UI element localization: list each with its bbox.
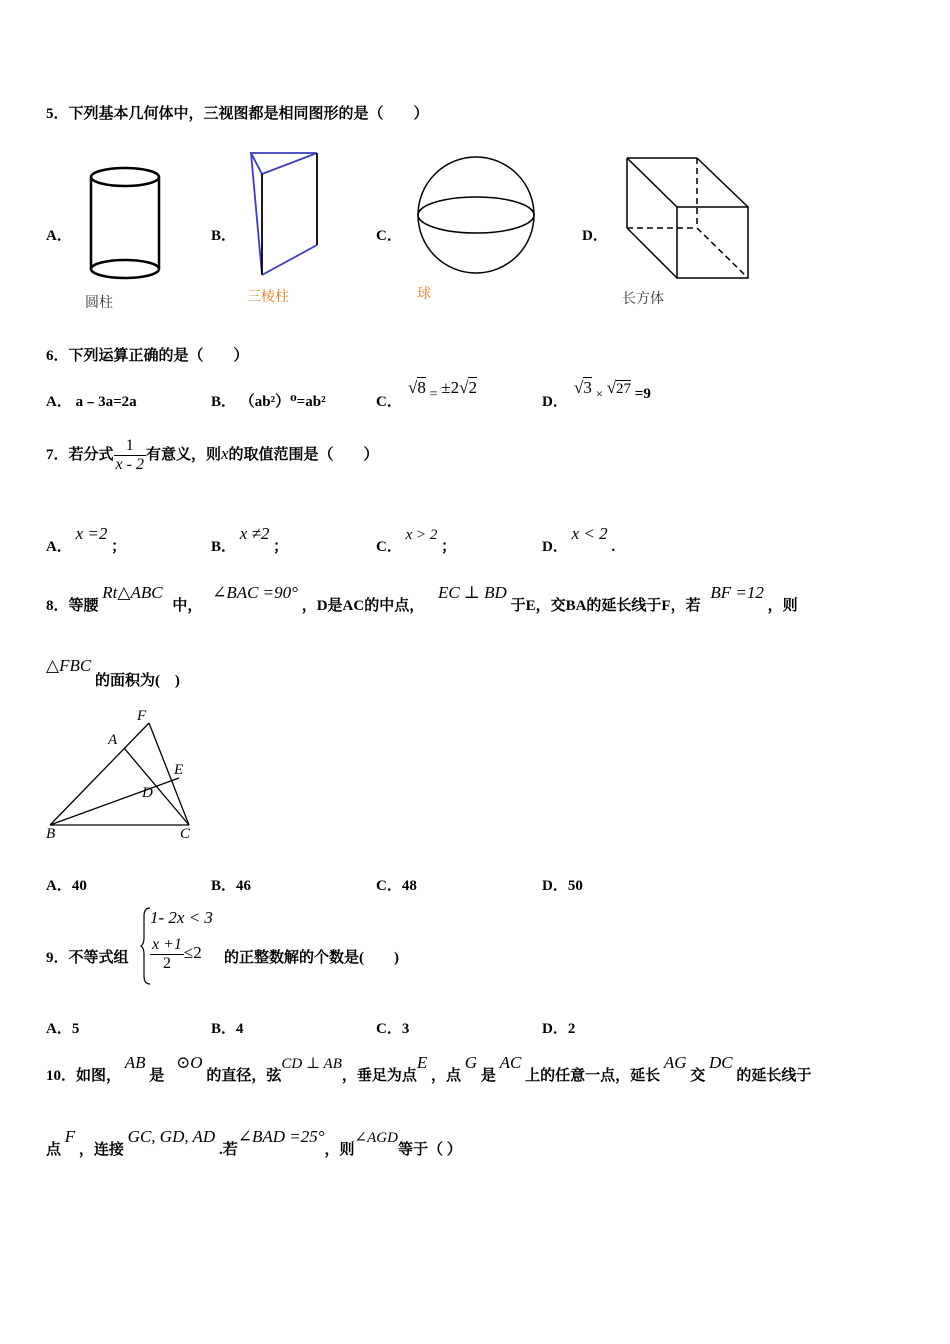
q5-option-c-label: C． (376, 228, 402, 244)
sqrt-icon: √ (574, 378, 584, 397)
q8-p6: 的面积为( ) (94, 673, 180, 689)
q7-c-tail: ； (441, 539, 457, 555)
q5-option-b-label: B． (211, 228, 237, 244)
q7-b-label: B． (211, 539, 237, 555)
q8-p4: 于E，交BA的延长线于F，若 (510, 598, 701, 614)
q7-a-label: A． (46, 539, 72, 555)
q7-a-math: x =2 (75, 524, 108, 543)
q9-option-c (376, 1017, 409, 1038)
q8-c-label: C． (376, 878, 402, 894)
q10-m4: E (416, 1053, 428, 1072)
q10-p5: ，点 (431, 1068, 462, 1084)
q10-p14: 等于（ ） (397, 1142, 462, 1158)
q10-m6: AC (499, 1053, 522, 1072)
q9-b-value: 4 (236, 1021, 244, 1037)
q6-stem: 6．下列运算正确的是（ ） (46, 348, 249, 364)
q8-option-b (211, 874, 251, 895)
q8-option-d (542, 874, 583, 895)
q7-var: x (220, 443, 229, 463)
q8-b-label: B． (211, 878, 237, 894)
q6-c-radicand2: 2 (468, 378, 477, 397)
q8-stem-line2 (46, 656, 180, 690)
sqrt-icon: √ (459, 378, 469, 397)
q8-a-label: A． (46, 878, 72, 894)
q8-m5: △FBC (46, 656, 92, 675)
q8-p1: 8．等腰 (46, 598, 99, 614)
q10-m8: DC (709, 1053, 733, 1072)
q8-c-value: 48 (401, 878, 417, 894)
q8-p2: 中， (172, 598, 203, 614)
q7-a-tail: ； (111, 539, 127, 555)
q8-p3: ，D是AC的中点， (301, 598, 425, 614)
q9-frac-num: x +1 (152, 936, 182, 953)
sphere-caption: 球 (417, 286, 431, 302)
q7-d-label: D． (542, 539, 568, 555)
cuboid-icon (624, 155, 754, 285)
prism-caption: 三棱柱 (247, 289, 289, 305)
q8-option-c (376, 874, 417, 895)
q6-a-label: A． (46, 394, 72, 410)
q9-fraction (150, 936, 184, 973)
q6-c-radicand: 8 (417, 378, 426, 397)
q9-c-value: 3 (401, 1021, 410, 1037)
q7-option-d (542, 524, 616, 556)
q7-c-math: x > 2 (405, 527, 438, 543)
q6-b-label: B． (211, 394, 237, 410)
q8-stem-line1 (46, 583, 798, 615)
q5-stem: 5．下列基本几何体中，三视图都是相同图形的是（ ） (46, 106, 429, 122)
q5-option-a-label: A． (46, 228, 72, 244)
q7-frac-den: x - 2 (115, 456, 144, 473)
q7-num: 7．若分式 (46, 446, 114, 463)
q10-p13: ，则 (324, 1142, 355, 1158)
q10-p8: 交 (690, 1068, 706, 1084)
q7-d-tail: . (611, 539, 616, 555)
q8-m1: Rt△ABC (102, 583, 163, 602)
q9-line2 (150, 936, 202, 973)
q10-p9: 的延长线于 (736, 1068, 812, 1084)
q9-d-value: 2 (567, 1021, 576, 1037)
q10-m2: ⊙O (176, 1053, 203, 1072)
q6-option-a (46, 390, 137, 411)
q9-c-label: C． (376, 1021, 402, 1037)
q7-option-a (46, 524, 127, 556)
q9-option-d (542, 1017, 575, 1038)
q6-c-rhs: ±2 (441, 378, 460, 397)
q6-option-c (376, 390, 402, 411)
q10-m1: AB (124, 1053, 146, 1072)
q9-a-value: 5 (71, 1021, 80, 1037)
fig-label-d: D (142, 785, 153, 801)
q7-frac-num: 1 (125, 437, 134, 454)
sqrt-icon: √ (606, 378, 617, 397)
q10-p11: ，连接 (78, 1142, 124, 1158)
q10-m9: F (64, 1127, 76, 1146)
cylinder-caption: 圆柱 (85, 295, 113, 311)
q6-d-rad2: 27 (616, 381, 632, 397)
q8-p5: ，则 (767, 598, 798, 614)
q7-c-label: C． (376, 539, 402, 555)
q9-frac-den: 2 (150, 954, 184, 973)
q8-m2: ∠BAC =90° (212, 583, 298, 602)
triangular-prism-icon (248, 150, 323, 280)
sphere-icon (416, 155, 541, 280)
q8-a-value: 40 (71, 878, 87, 894)
q6-b-text: （ab²）⁰=ab² (239, 394, 326, 410)
q10-p2: 是 (149, 1068, 165, 1084)
q6-option-b (211, 390, 326, 411)
q7-stem (46, 437, 379, 474)
fig-label-e: E (174, 762, 184, 778)
q10-stem-line1 (46, 1053, 812, 1085)
q8-b-value: 46 (236, 878, 252, 894)
q9-leq: ≤2 (183, 943, 202, 963)
q6-d-eq: =9 (634, 386, 651, 402)
q7-mid: 有意义，则 (145, 446, 221, 463)
fig-label-b: B (46, 826, 56, 842)
q6-option-d-math (574, 378, 651, 402)
q7-option-c (376, 527, 457, 556)
q8-m4: BF =12 (710, 583, 764, 602)
q10-m5: G (464, 1053, 478, 1072)
q6-a-text: a﹣3a=2a (75, 394, 137, 410)
q10-p6: 是 (480, 1068, 496, 1084)
q10-m3: CD ⊥ AB (281, 1056, 342, 1072)
q10-m7: AG (663, 1053, 687, 1072)
q9-d-label: D． (542, 1021, 568, 1037)
cylinder-icon (88, 165, 163, 285)
q6-d-times: × (595, 386, 603, 401)
q10-m12: ∠AGD (354, 1130, 398, 1146)
q9-stem-start: 9．不等式组 (46, 950, 129, 966)
q10-p12: .若 (218, 1142, 238, 1158)
q10-p7: 上的任意一点，延长 (525, 1068, 661, 1084)
q10-p1: 10．如图， (46, 1068, 122, 1084)
q7-end: 的取值范围是（ ） (228, 446, 379, 463)
q10-p4: ，垂足为点 (341, 1068, 417, 1084)
q8-option-a (46, 874, 87, 895)
q8-m3: EC ⊥ BD (437, 583, 507, 602)
q9-b-label: B． (211, 1021, 237, 1037)
q10-m10: GC, GD, AD (127, 1127, 216, 1146)
q6-c-label: C． (376, 394, 402, 410)
q5-option-d-label: D． (582, 228, 608, 244)
q9-stem-end: 的正整数解的个数是( ) (224, 950, 399, 966)
q10-p10: 点 (46, 1142, 62, 1158)
q10-p3: 的直径，弦 (206, 1068, 282, 1084)
sqrt-icon: √ (408, 378, 418, 397)
q6-c-eq: = (429, 387, 438, 402)
q8-d-value: 50 (567, 878, 583, 894)
q9-a-label: A． (46, 1021, 72, 1037)
fig-label-a: A (108, 732, 118, 748)
q9-option-b (211, 1017, 244, 1038)
q9-option-a (46, 1017, 79, 1038)
q7-b-tail: ； (273, 539, 289, 555)
q7-option-b (211, 524, 289, 556)
cuboid-caption: 长方体 (622, 291, 664, 307)
q6-option-d (542, 390, 568, 411)
q10-m11: ∠BAD =25° (237, 1127, 325, 1146)
q9-line1: 1- 2x < 3 (150, 908, 213, 927)
q7-d-math: x < 2 (571, 524, 608, 543)
fig-label-f: F (137, 708, 147, 724)
q7-b-math: x ≠2 (239, 524, 270, 543)
q10-stem-line2 (46, 1127, 462, 1159)
q8-d-label: D． (542, 878, 568, 894)
fig-label-c: C (180, 826, 191, 842)
q6-d-rad1: 3 (583, 378, 592, 397)
q6-option-c-math (408, 378, 477, 402)
q7-fraction (114, 437, 146, 474)
q6-d-label: D． (542, 394, 568, 410)
